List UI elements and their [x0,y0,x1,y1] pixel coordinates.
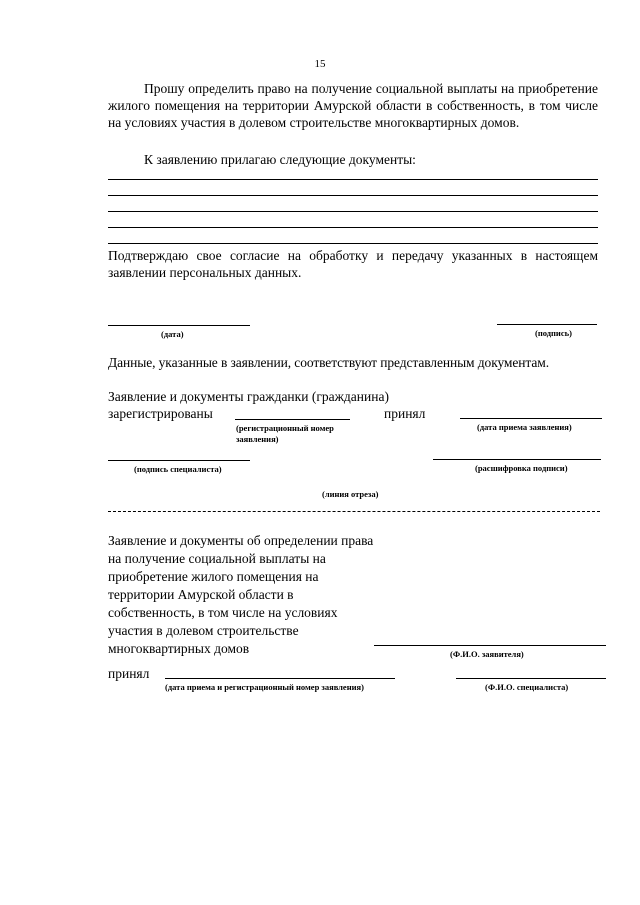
page-number: 15 [314,58,326,70]
date-line [108,325,250,326]
attachment-line-4 [108,227,598,228]
attachments-intro: К заявлению прилагаю следующие документы: [144,152,416,167]
attachment-line-2 [108,195,598,196]
attachment-line-3 [108,211,598,212]
accepted-label: принял [384,406,426,421]
consent-paragraph: Подтверждаю свое согласие на обработку и передачу указанных в настоящем заявлении персональных данных. [108,248,598,280]
applicant-name-line [374,645,606,646]
attachment-line-5 [108,243,598,244]
cut-line-caption: (линия отреза) [322,489,379,499]
attachment-line-1 [108,179,598,180]
applicant-caption: (Ф.И.О. заявителя) [450,649,524,659]
signature-decoding-line [433,459,601,460]
specialist-name-line [456,678,606,679]
signature-line [497,324,597,325]
request-paragraph: Прошу определить право на получение социальной выплаты на приобретение жилого помещения на территории Амурской области в собственность, в том числе на условиях участия в долевом строительстве многоквартирных домов. [108,81,598,130]
signature-caption: (подпись) [535,328,572,338]
cut-line [108,511,600,512]
reg-number-caption: (регистрационный номер заявления) [236,423,334,444]
registration-heading: Заявление и документы гражданки (гражданина) [108,389,389,404]
specialist-signature-caption: (подпись специалиста) [134,464,222,474]
reg-number-line [235,419,350,420]
signature-decoding-caption: (расшифровка подписи) [475,463,568,473]
date-and-number-line [165,678,395,679]
receipt-text: Заявление и документы об определении права на получение социальной выплаты на приобретение жилого помещения на территории Амурской области в собственность, в том числе на условиях участия в долевом строительстве многоквартирных домов [108,533,374,656]
specialist-caption: (Ф.И.О. специалиста) [485,682,569,692]
date-and-number-caption: (дата приема и регистрационный номер заявления) [165,682,364,692]
registered-label: зарегистрированы [108,406,213,421]
date-caption: (дата) [161,329,184,339]
specialist-signature-line [108,460,250,461]
receipt-accepted-label: принял [108,666,150,681]
verification-text: Данные, указанные в заявлении, соответствуют представленным документам. [108,355,549,370]
accept-date-caption: (дата приема заявления) [477,422,572,432]
accept-date-line [460,418,602,419]
